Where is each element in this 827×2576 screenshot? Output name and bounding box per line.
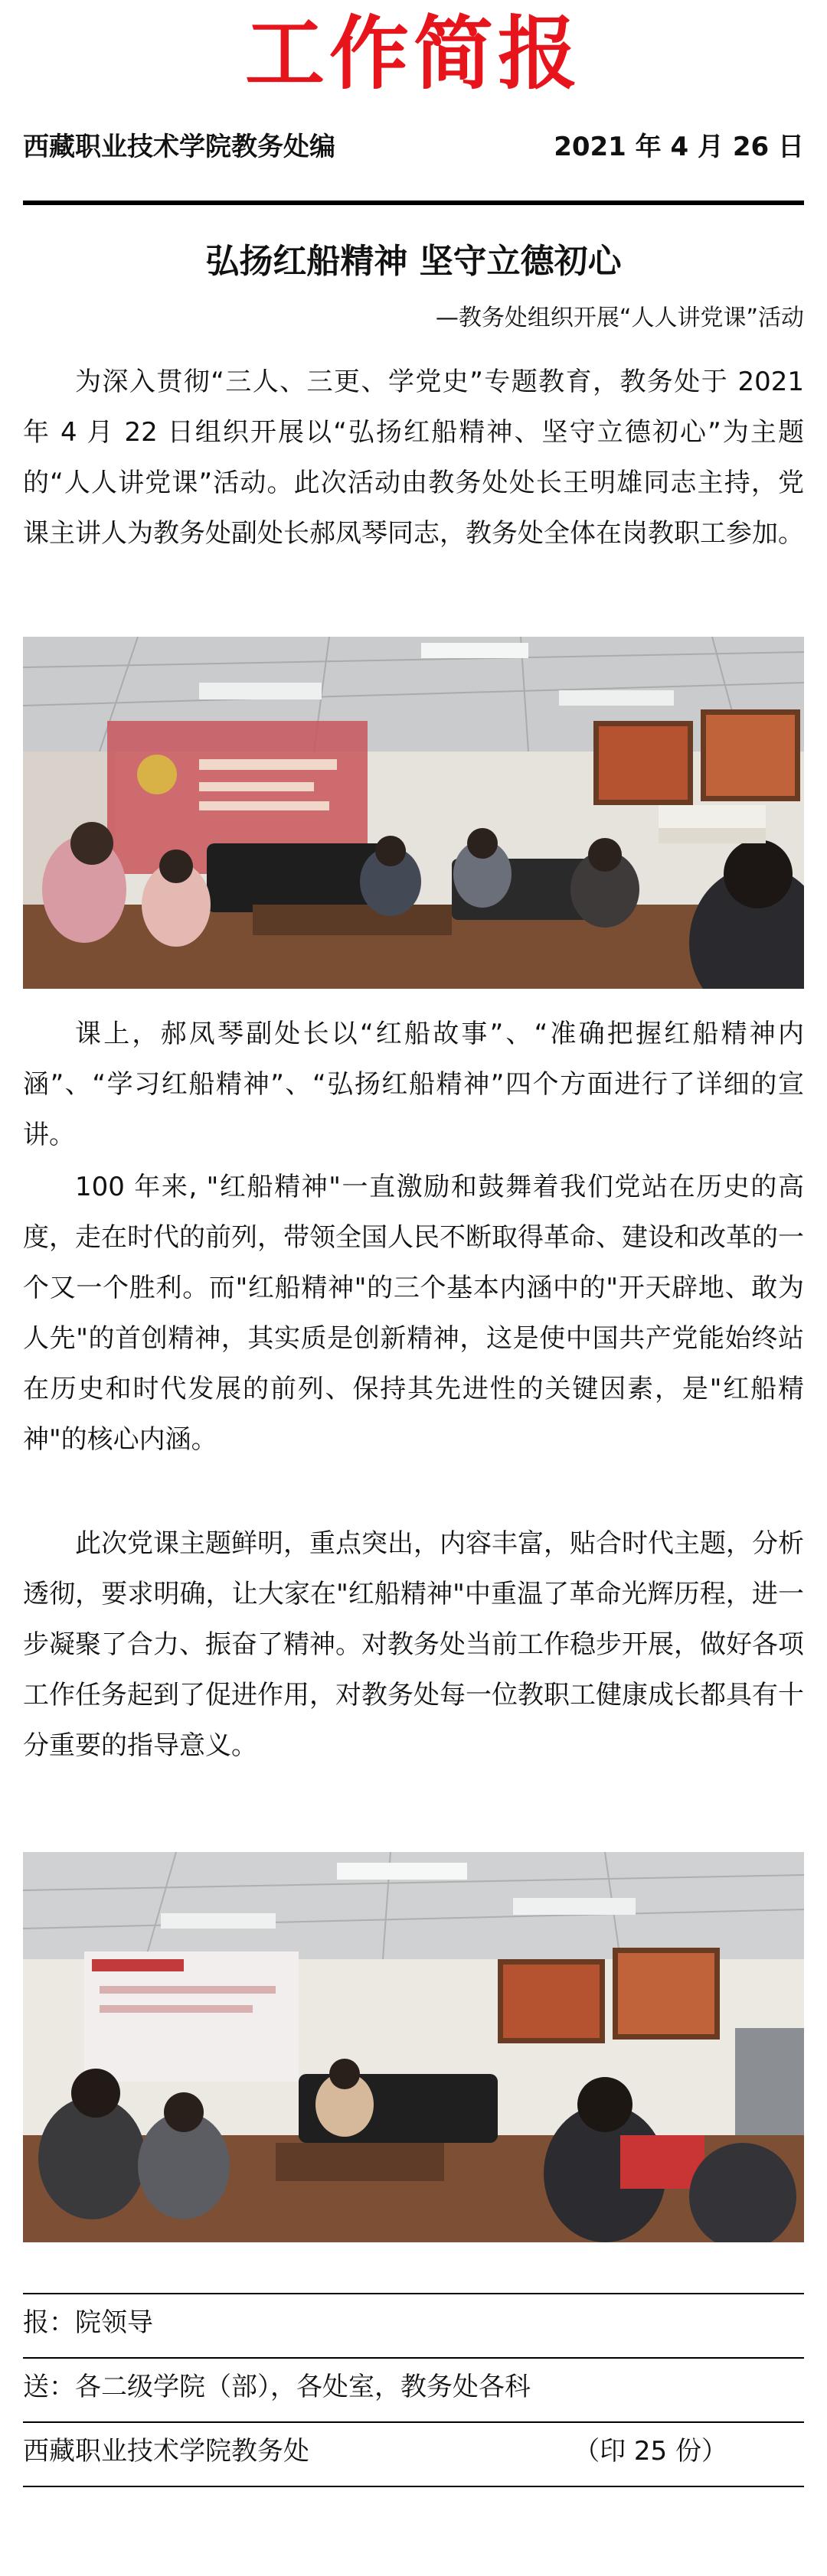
meeting-photo-2 — [23, 1852, 804, 2242]
report-to: 报：院领导 — [23, 2307, 153, 2338]
article-subtitle: —教务处组织开展“人人讲党课”活动 — [435, 305, 804, 331]
issue-date: 2021 年 4 月 26 日 — [554, 132, 804, 162]
footer-divider-1 — [23, 2293, 804, 2294]
footer-divider-3 — [23, 2421, 804, 2423]
footer-divider-2 — [23, 2357, 804, 2359]
article-title: 弘扬红船精神 坚守立德初心 — [205, 242, 622, 281]
meeting-photo-1 — [23, 637, 804, 989]
send-to: 送：各二级学院（部），各处室，教务处各科 — [23, 2372, 531, 2402]
paragraph-lecture-topics: 课上，郝凤琴副处长以“红船故事”、“准确把握红船精神内涵”、“学习红船精神”、“弘扬红船精神”四个方面进行了详细的宣讲。 — [23, 1019, 804, 1150]
masthead-divider — [23, 201, 804, 205]
masthead-title: 工作简报 — [244, 7, 582, 100]
print-copies: （印 25 份） — [574, 2436, 727, 2467]
paragraph-summary: 此次党课主题鲜明，重点突出，内容丰富，贴合时代主题，分析透彻，要求明确，让大家在"红船精神"中重温了革命光辉历程，进一步凝聚了合力、振奋了精神。对教务处当前工作稳步开展，做好各项工作任务起到了促进作用，对教务处每一位教职工健康成长都具有十分重要的指导意义。 — [23, 1528, 804, 1761]
issuer: 西藏职业技术学院教务处编 — [23, 132, 335, 162]
paragraph-intro: 为深入贯彻“三人、三更、学党史”专题教育，教务处于 2021 年 4 月 22 日组织开展以“弘扬红船精神、坚守立德初心”为主题的“人人讲党课”活动。此次活动由教务处处长王明雄同志主持，党课主讲人为教务处副处长郝凤琴同志，教务处全体在岗教职工参加。 — [23, 367, 804, 549]
issuing-org: 西藏职业技术学院教务处 — [23, 2436, 309, 2467]
footer-divider-4 — [23, 2486, 804, 2487]
paragraph-red-boat-spirit: 100 年来, "红船精神"一直激励和鼓舞着我们党站在历史的高度，走在时代的前列，带领全国人民不断取得革命、建设和改革的一个又一个胜利。而"红船精神"的三个基本内涵中的"开天辟地、敢为人先"的首创精神，其实质是创新精神，这是使中国共产党能始终站在历史和时代发展的前列、保持其先进性的关键因素，是"红船精神"的核心内涵。 — [23, 1172, 804, 1455]
